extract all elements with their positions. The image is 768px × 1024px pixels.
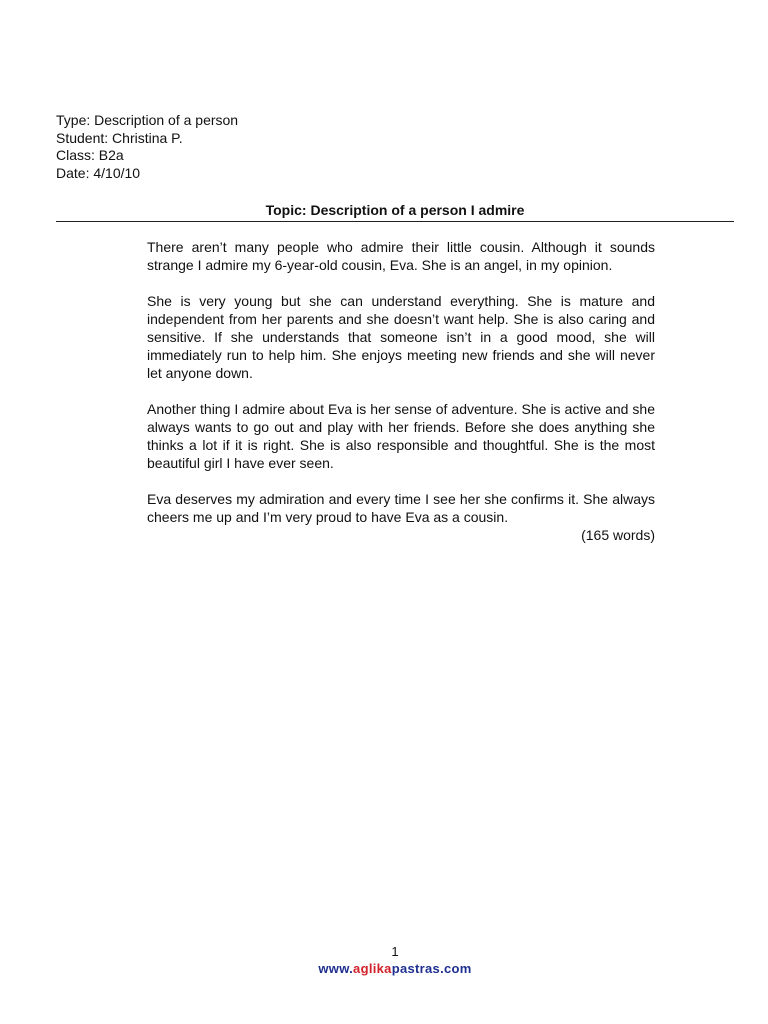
- website-link[interactable]: [0, 961, 768, 977]
- class-line: Class: B2a: [56, 147, 124, 163]
- essay-paragraph-4: Eva deserves my admiration and every time I see her she confirms it. She always cheers me up and I’m very proud to have Eva as a cousin.: [147, 491, 655, 525]
- essay-paragraph-1: There aren’t many people who admire their little cousin. Although it sounds strange I admire my 6-year-old cousin, Eva. She is an angel, in my opinion.: [147, 239, 655, 273]
- topic-heading: Topic: Description of a person I admire: [265, 202, 525, 218]
- horizontal-divider: [56, 221, 734, 222]
- essay-paragraph-3: Another thing I admire about Eva is her sense of adventure. She is active and she always wants to go out and play with her friends. Before she does anything she thinks a lot if it is right. She is also responsible and thoughtful. She is the most beautiful girl I have ever seen.: [147, 401, 655, 471]
- essay-body: [147, 238, 655, 544]
- site-name-blue: pastras: [391, 961, 441, 976]
- site-prefix: www.: [318, 961, 354, 976]
- student-line: Student: Christina P.: [56, 129, 183, 146]
- site-name-red: aglika: [353, 961, 392, 976]
- date-line: Date: 4/10/10: [56, 164, 141, 181]
- site-suffix: .com: [440, 961, 472, 976]
- essay-paragraph-2: She is very young but she can understand everything. She is mature and independent from her parents and she doesn’t want help. She is also caring and sensitive. If she understands that someone isn’t in a good mood, she will immediately run to help him. She enjoys meeting new friends and she will never let anyone down.: [147, 293, 655, 381]
- type-line: Type: Description of a person: [56, 112, 239, 128]
- document-header: [56, 112, 238, 182]
- word-count: (165 words): [581, 527, 655, 543]
- page-number: 1: [391, 944, 399, 959]
